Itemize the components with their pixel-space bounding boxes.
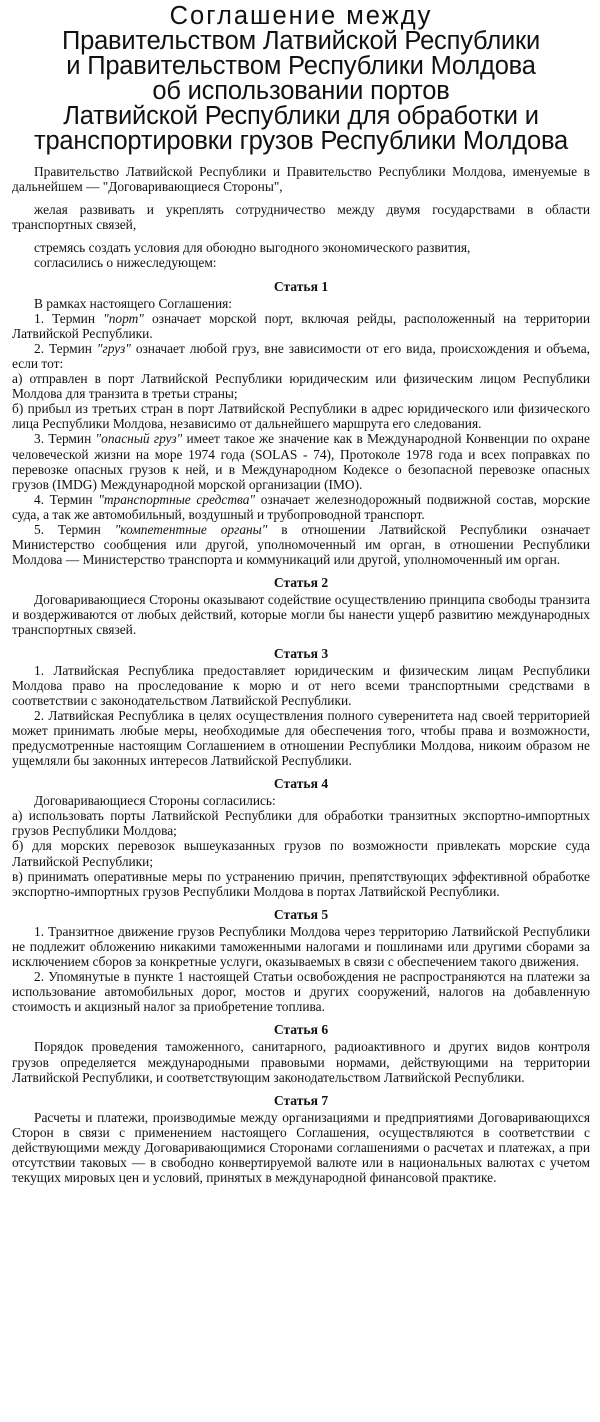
title-line: об использовании портов	[152, 77, 450, 105]
term-definition: имеет такое же значение как в Международной Конвенции по охране человеческой жизни на море 1974 года (SOLAS - 74), Протоколе 1978 года и всех поправках по перевозке опасных грузов к ней, и в Международном Кодексе о безопасной перевозке опасных грузов (IMDG) Международной морской организации (IMO).	[12, 431, 590, 492]
term: "порт"	[103, 310, 144, 326]
article-heading: Статья 1	[273, 278, 329, 294]
article-3	[12, 646, 590, 769]
article-paragraph: В рамках настоящего Соглашения:	[34, 295, 232, 311]
preamble	[12, 164, 590, 271]
article-1	[12, 279, 590, 568]
article-paragraph	[12, 522, 590, 567]
term-definition: означает железнодорожный подвижной состав, морские суда, а так же автомобильный, воздушный и трубопроводной транспорт.	[12, 491, 591, 522]
article-heading: Статья 4	[273, 776, 329, 792]
article-paragraph: Договаривающиеся Стороны оказывают содействие осуществлению принципа свободы транзита и воздерживаются от любых действий, которые могли бы нанести ущерб развитию международных транспортных связей.	[12, 592, 590, 638]
preamble-paragraph: желая развивать и укреплять сотрудничество между двумя государствами в области транспортных связей,	[12, 202, 590, 233]
article-heading: Статья 7	[273, 1092, 329, 1108]
article-paragraph: Расчеты и платежи, производимые между организациями и предприятиями Договаривающихся Сторон в связи с применением настоящего Соглашения, осуществляются в соответствии с действующими между Договаривающимися Сторонами соглашениями о расчетах и платежах, а при отсутствии таковых — в свободно конвертируемой валюте или в национальных валютах с учетом текущих мировых цен и условий, принятых в международной финансовой практике.	[12, 1109, 590, 1186]
article-5	[12, 907, 590, 1015]
title-line: Правительством Латвийской Республики	[61, 27, 541, 55]
article-7	[12, 1093, 590, 1185]
preamble-paragraph: согласились о нижеследующем:	[34, 255, 217, 271]
article-paragraph: Порядок проведения таможенного, санитарного, радиоактивного и других видов контроля грузов определяется международными правовыми нормами, действующими на территории Латвийской Республики, и соответствующим законодательством Латвийской Республики.	[12, 1039, 590, 1085]
article-paragraph: в) принимать оперативные меры по устранению причин, препятствующих эффективной обработке экспортно-импортных грузов Республики Молдова в портах Латвийской Республики.	[12, 868, 590, 899]
article-paragraph: Договаривающиеся Стороны согласились:	[34, 793, 276, 809]
article-heading: Статья 6	[273, 1022, 329, 1038]
title-line: и Правительством Республики Молдова	[66, 52, 536, 80]
preamble-paragraph: стремясь создать условия для обоюдно выгодного экономического развития,	[34, 240, 471, 256]
title-line: Соглашение между	[169, 2, 433, 30]
term: "компетентные органы"	[114, 521, 268, 537]
article-paragraph	[12, 311, 590, 341]
article-6	[12, 1022, 590, 1084]
article-paragraph: 2. Упомянутые в пункте 1 настоящей Статьи освобождения не распространяются на платежи за использование автомобильных дорог, мостов и других сооружений, налогов на добавленную стоимость и акцизный налог за приобретение топлива.	[12, 969, 590, 1015]
term-prefix: 5. Термин	[34, 521, 115, 537]
article-2	[12, 575, 590, 637]
article-paragraph: 1. Транзитное движение грузов Республики Молдова через территорию Латвийской Республики не подлежит обложению никакими таможенными налогами и пошлинами или другими сборами за исключением сборов за конкретные услуги, оказываемых в связи с обеспечением такого движения.	[12, 923, 590, 970]
article-heading: Статья 3	[273, 645, 329, 661]
article-heading: Статья 5	[273, 906, 329, 922]
article-paragraph: 2. Латвийская Республика в целях осуществления полного суверенитета над своей территорией может принимать любые меры, необходимые для обеспечения того, чтобы права и возможности, предусмотренные настоящим Соглашением в отношении Республики Молдова, никоим образом не ущемляли бы законных интересов Латвийской Республики.	[12, 707, 590, 769]
article-paragraph: 1. Латвийская Республика предоставляет юридическим и физическим лицам Республики Молдова право на проследование к морю и от него всеми транспортными средствами в соответствии с законодательством Латвийской Республики.	[12, 662, 590, 708]
preamble-paragraph: Правительство Латвийской Республики и Правительство Республики Молдова, именуемые в дальнейшем — "Договаривающиеся Стороны",	[12, 164, 590, 195]
term-definition: означает морской порт, включая рейды, расположенный на территории Латвийской Республики.	[12, 310, 590, 341]
article-4	[12, 776, 590, 899]
article-paragraph	[12, 341, 590, 371]
title-line: транспортировки грузов Республики Молдова	[33, 127, 569, 155]
article-paragraph: б) для морских перевозок вышеуказанных грузов по возможности привлекать морские суда Латвийской Республики;	[12, 838, 590, 869]
article-paragraph: б) прибыл из третьих стран в порт Латвийской Республики в адрес юридического или физического лица Республики Молдова, независимо от дальнейшего маршрута его следования.	[12, 401, 590, 432]
term-prefix: 2. Термин	[34, 340, 97, 356]
article-paragraph: а) отправлен в порт Латвийской Республики юридическим или физическим лицом Республики Молдова для транзита в третьи страны;	[12, 371, 590, 402]
article-paragraph	[12, 431, 590, 491]
article-paragraph: а) использовать порты Латвийской Республики для обработки транзитных экспортно-импортных грузов Республики Молдова;	[12, 808, 590, 839]
title-line: Латвийской Республики для обработки и	[63, 102, 539, 130]
article-paragraph	[12, 492, 590, 522]
term: "груз"	[96, 340, 131, 356]
term-definition: в отношении Латвийской Республики означает Министерство сообщения или другой, уполномоченный им орган, в отношении Республики Молдова — Министерство транспорта и коммуникаций или другой, уполномоченный им орган.	[12, 521, 590, 568]
document-title	[12, 4, 590, 154]
term: "транспортные средства"	[98, 491, 256, 507]
term-definition: означает любой груз, вне зависимости от его вида, происхождения и объема, если тот:	[12, 340, 591, 371]
term-prefix: 1. Термин	[34, 310, 104, 326]
term-prefix: 4. Термин	[34, 491, 99, 507]
term: "опасный груз"	[95, 431, 183, 447]
article-heading: Статья 2	[273, 575, 329, 591]
term-prefix: 3. Термин	[34, 431, 96, 447]
